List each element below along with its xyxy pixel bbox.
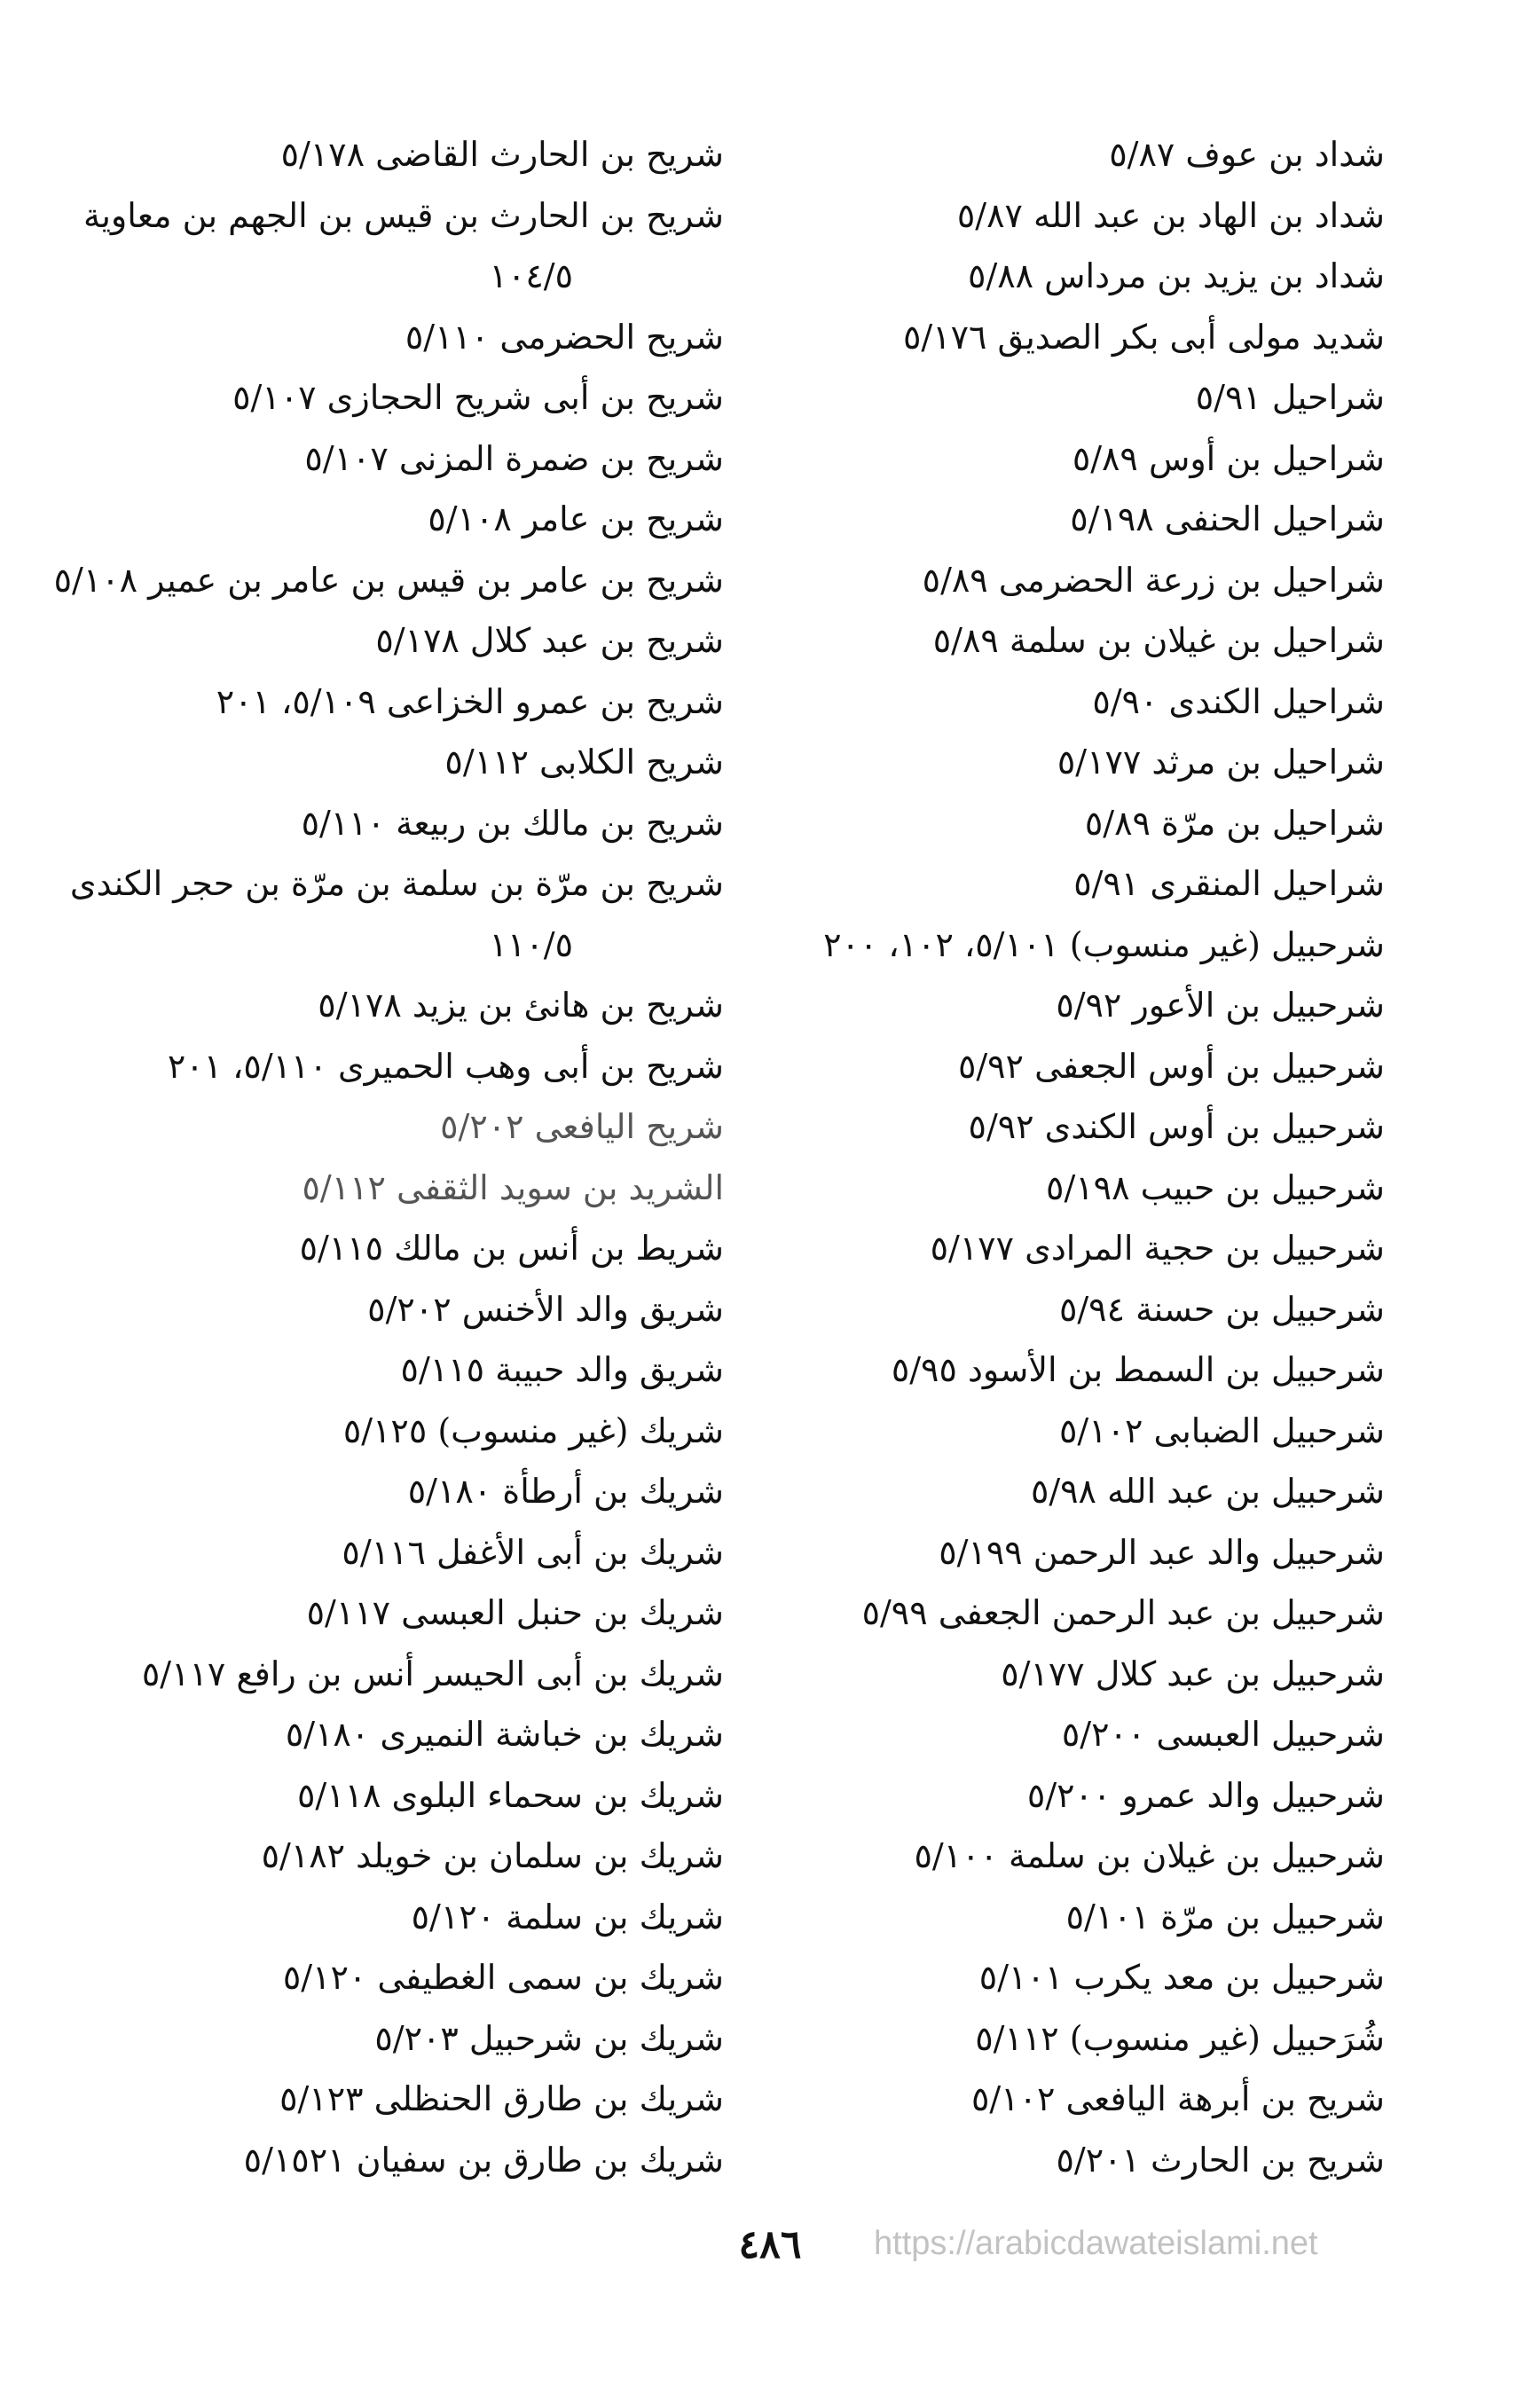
index-entry: شريك بن سمى الغطيفى ٥/١٢٠: [282, 1958, 724, 1997]
index-entry: شريح بن الحارث بن قيس بن الجهم بن معاوية: [82, 195, 724, 235]
index-entry: شرحبيل العبسى ٥/٢٠٠: [1061, 1715, 1385, 1754]
index-entry: شراحيل بن أوس ٥/٨٩: [1072, 438, 1385, 478]
index-entry: شريح بن عامر بن قيس بن عامر بن عمير ٥/١٠٨: [53, 560, 724, 600]
index-column-right: [746, 124, 1385, 2190]
index-entry: شريح بن الحارث ٥/٢٠١: [1056, 2140, 1385, 2180]
index-entry: شرحبيل الضبابى ٥/١٠٢: [1058, 1410, 1385, 1450]
page-number: ٤٨٦: [738, 2222, 802, 2267]
index-entry: شريح الكلابى ٥/١١٢: [444, 742, 724, 782]
index-entry: شريح بن عامر ٥/١٠٨: [428, 499, 724, 538]
index-entry: شريك بن خباشة النميرى ٥/١٨٠: [285, 1715, 724, 1754]
index-entry: شريك بن شرحبيل ٥/٢٠٣: [374, 2018, 724, 2058]
index-entry: شرحبيل والد عمرو ٥/٢٠٠: [1026, 1775, 1385, 1815]
index-entry: شرحبيل بن الأعور ٥/٩٢: [1056, 986, 1385, 1025]
index-entry: شريح بن ضمرة المزنى ٥/١٠٧: [304, 438, 724, 478]
index-entry: شريق والد حبيبة ٥/١١٥: [400, 1350, 724, 1389]
index-entry: شراحيل المنقرى ٥/٩١: [1073, 864, 1385, 903]
index-entry: شرحبيل بن حبيب ٥/١٩٨: [1046, 1167, 1385, 1207]
index-entry: شرحبيل والد عبد الرحمن ٥/١٩٩: [939, 1532, 1385, 1572]
index-entry: شريح الحضرمى ٥/١١٠: [405, 317, 724, 357]
index-entry: شريق والد الأخنس ٥/٢٠٢: [367, 1289, 724, 1329]
index-entry: شريك بن أرطأة ٥/١٨٠: [407, 1472, 724, 1511]
index-entry: الشريد بن سويد الثقفى ٥/١١٢: [302, 1167, 724, 1207]
index-entry: شريك بن طارق بن سفيان ٥/١٥٢١: [243, 2140, 724, 2180]
index-entry: شريح بن الحارث القاضى ٥/١٧٨: [280, 135, 724, 174]
index-entry: شراحيل الحنفى ٥/١٩٨: [1070, 499, 1385, 538]
index-entry: شداد بن يزيد بن مرداس ٥/٨٨: [968, 256, 1385, 295]
index-entry: شراحيل بن مرّة ٥/٨٩: [1084, 803, 1385, 843]
index-entry: شريح اليافعى ٥/٢٠٢: [440, 1107, 724, 1146]
index-entry: شريح بن مالك بن ربيعة ٥/١١٠: [301, 803, 724, 843]
index-entry: شرحبيل بن مرّة ٥/١٠١: [1065, 1897, 1385, 1937]
index-entry: شريك بن سلمان بن خويلد ٥/١٨٢: [261, 1836, 724, 1875]
index-entry: شريح بن أبى شريح الحجازى ٥/١٠٧: [232, 378, 724, 417]
index-entry: شراحيل بن غيلان بن سلمة ٥/٨٩: [932, 621, 1385, 660]
index-entry: شداد بن عوف ٥/٨٧: [1109, 135, 1385, 174]
index-entry: شديد مولى أبى بكر الصديق ٥/١٧٦: [902, 317, 1385, 357]
index-entry: شرحبيل بن غيلان بن سلمة ٥/١٠٠: [914, 1836, 1385, 1875]
index-entry: شريك بن حنبل العبسى ٥/١١٧: [306, 1593, 724, 1632]
index-entry: شراحيل الكندى ٥/٩٠: [1092, 681, 1385, 721]
index-entry: شريك بن أبى الحيسر أنس بن رافع ٥/١١٧: [141, 1654, 724, 1693]
index-entry: شرحبيل بن السمط بن الأسود ٥/٩٥: [891, 1350, 1385, 1389]
index-entry: شداد بن الهاد بن عبد الله ٥/٨٧: [956, 195, 1385, 235]
index-entry: شرحبيل بن أوس الكندى ٥/٩٢: [968, 1107, 1385, 1146]
index-entry: شريط بن أنس بن مالك ٥/١١٥: [299, 1229, 724, 1268]
index-entry: شرحبيل بن أوس الجعفى ٥/٩٢: [957, 1046, 1385, 1086]
watermark-url: https://arabicdawateislami.net: [874, 2225, 1318, 2262]
index-entry: شرحبيل بن عبد الله ٥/٩٨: [1030, 1472, 1385, 1511]
index-column-left: [23, 124, 724, 2190]
index-entry: شريك بن سحماء البلوى ٥/١١٨: [296, 1775, 724, 1815]
index-entry: شراحيل بن مرثد ٥/١٧٧: [1057, 742, 1385, 782]
index-entry: شريك (غير منسوب) ٥/١٢٥: [342, 1410, 724, 1450]
index-entry-continuation: ١١٠/٥: [489, 924, 573, 964]
index-entry: شرحبيل بن معد يكرب ٥/١٠١: [978, 1958, 1385, 1997]
index-entry: شُرَحبيل (غير منسوب) ٥/١١٢: [975, 2018, 1385, 2058]
index-entry: شرحبيل بن حسنة ٥/٩٤: [1058, 1289, 1385, 1329]
index-entry: شريح بن عمرو الخزاعى ٥/١٠٩، ٢٠١: [216, 681, 724, 721]
index-entry: شرحبيل بن حجية المرادى ٥/١٧٧: [930, 1229, 1385, 1268]
index-entry: شريح بن مرّة بن سلمة بن مرّة بن حجر الكندى: [69, 864, 724, 903]
index-entry: شرحبيل (غير منسوب) ٥/١٠١، ١٠٢، ٢٠٠: [823, 924, 1385, 964]
index-entry: شريح بن أبرهة اليافعى ٥/١٠٢: [970, 2079, 1385, 2118]
index-entry: شريك بن طارق الحنظلى ٥/١٢٣: [279, 2079, 724, 2118]
index-entry: شريح بن هانئ بن يزيد ٥/١٧٨: [318, 986, 724, 1025]
index-entry: شريك بن أبى الأغفل ٥/١١٦: [342, 1532, 724, 1572]
index-entry: شريك بن سلمة ٥/١٢٠: [411, 1897, 724, 1937]
index-entry-continuation: ١٠٤/٥: [489, 256, 573, 295]
index-entry: شرحبيل بن عبد الرحمن الجعفى ٥/٩٩: [861, 1593, 1385, 1632]
index-entry: شراحيل بن زرعة الحضرمى ٥/٨٩: [922, 560, 1385, 600]
index-entry: شراحيل ٥/٩١: [1195, 378, 1385, 417]
index-entry: شريح بن عبد كلال ٥/١٧٨: [375, 621, 724, 660]
index-entry: شريح بن أبى وهب الحميرى ٥/١١٠، ٢٠١: [167, 1046, 724, 1086]
index-entry: شرحبيل بن عبد كلال ٥/١٧٧: [1001, 1654, 1385, 1693]
